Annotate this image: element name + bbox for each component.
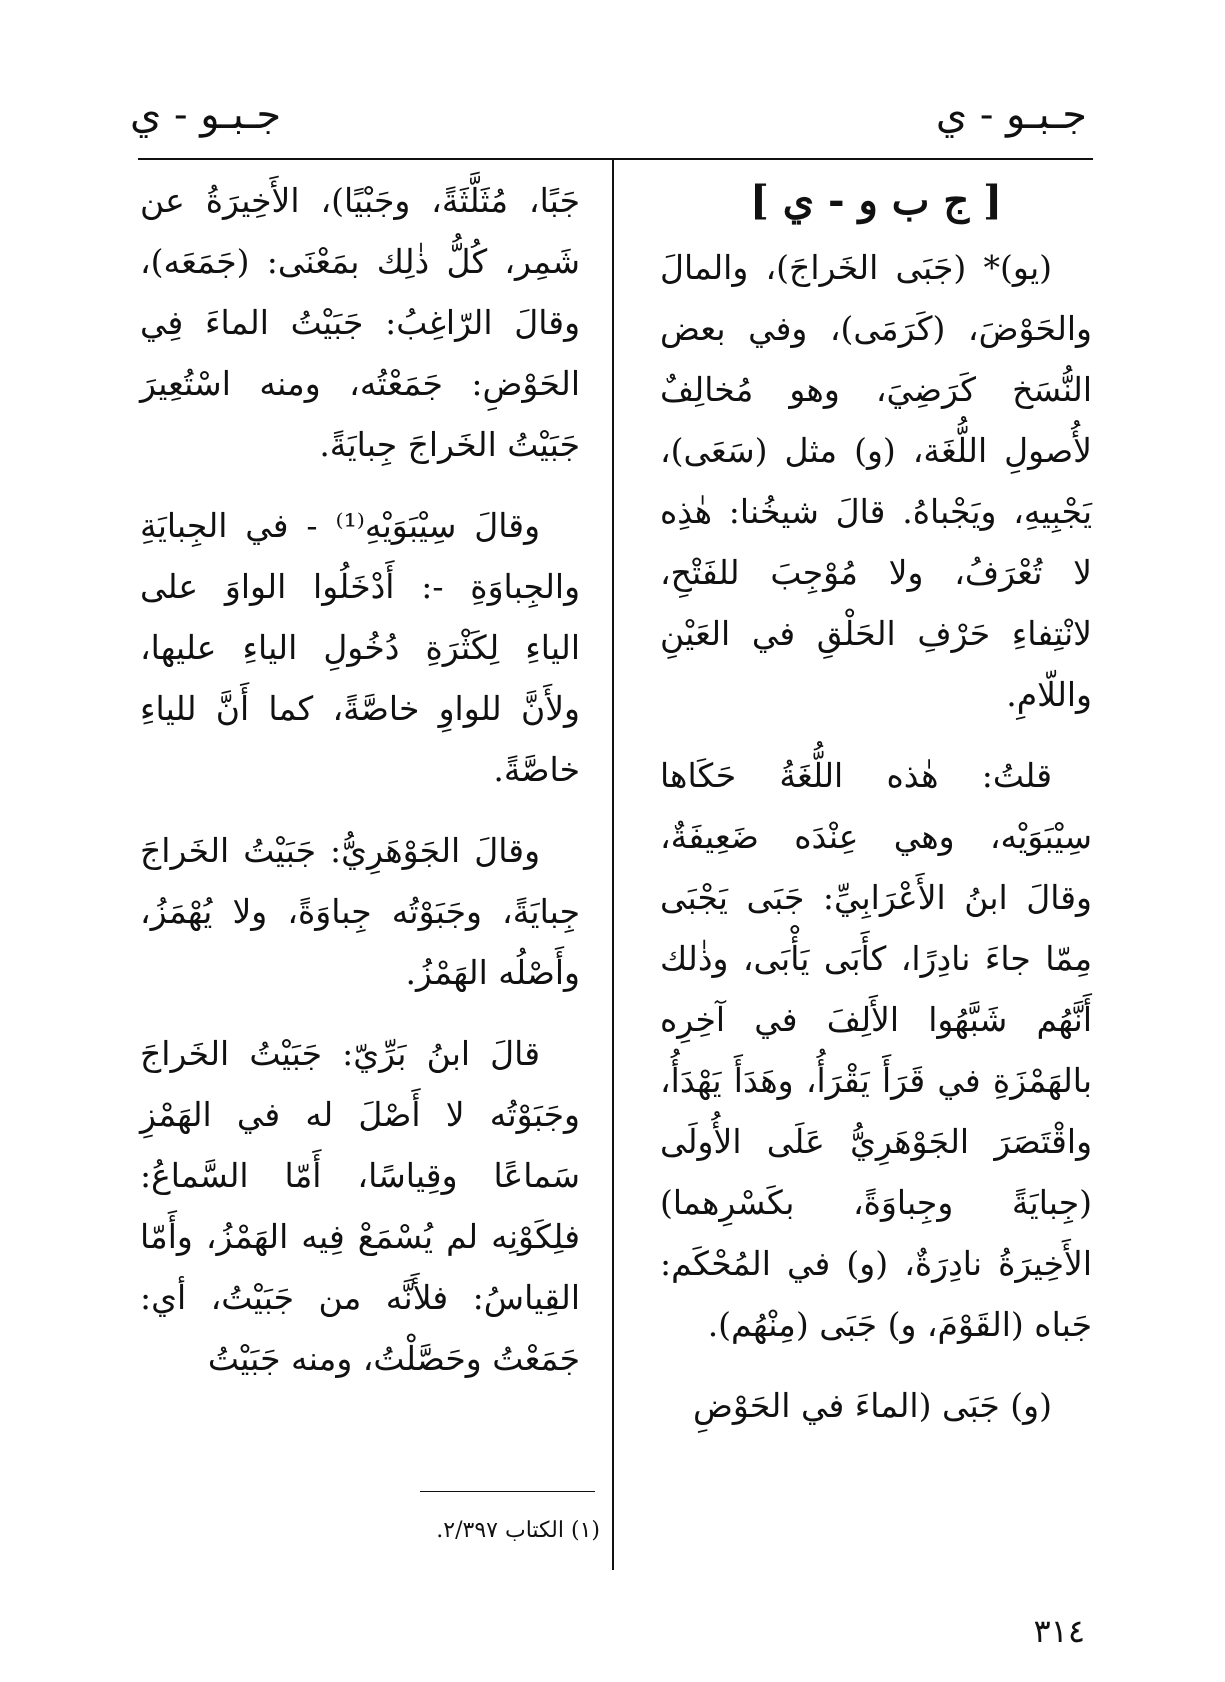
right-column — [660, 170, 1092, 1456]
footnote: (١) الكتاب ٢/٣٩٧. — [436, 1518, 600, 1543]
paragraph: جَبًا، مُثَلَّثَةً، وجَبْيًا)، الأَخِيرَةُ عن شَمِر، كُلُّ ذٰلِك بمَعْنَى: (جَمَعَه)، وقالَ الرّاغِبُ: جَبَيْتُ الماءَ فِي الحَوْضِ: جَمَعْتُه، ومنه اسْتُعِيرَ جَبَيْتُ الخَراجَ جِبايَةً. — [140, 181, 580, 464]
running-title-right: جـبـو - ي — [935, 92, 1087, 138]
page-number: ٣١٤ — [1033, 1612, 1085, 1650]
paragraph: قلتُ: هٰذه اللُّغَةُ حَكَاها سِيْبَوَيْه، وهي عِنْدَه ضَعِيفَةٌ، وقالَ ابنُ الأَعْرَابِيِّ: جَبَى يَجْبَى مِمّا جاءَ نادِرًا، كأَبَى يَأْبَى، وذٰلك أَنَّهُم شَبَّهُوا الأَلِفَ في آخِرِه بالهَمْزَةِ في قَرَأَ يَقْرَأُ، وهَدَأَ يَهْدَأُ، واقْتَصَرَ الجَوْهَرِيُّ عَلَى الأُولَى (جِبايَةً وجِباوَةً، بكَسْرِهما) الأَخِيرَةُ نادِرَةٌ، (و) في المُحْكَم: جَباه (القَوْمَ، و) جَبَى (مِنْهُم). — [660, 756, 1092, 1344]
running-title-left: جـبـو - ي — [130, 92, 282, 138]
entry-heading: [ ج ب و - ي ] — [749, 177, 1003, 224]
paragraph: قالَ ابنُ بَرِّيّ: جَبَيْتُ الخَراجَ وجَبَوْتُه لا أَصْلَ له في الهَمْزِ سَماعًا وقِياسًا، أَمّا السَّماعُ: فلِكَوْنِه لم يُسْمَعْ فِيه الهَمْزُ، وأَمّا القِياسُ: فلأَنَّه من جَبَيْتُ، أي: جَمَعْتُ وحَصَّلْتُ، ومنه جَبَيْتُ — [140, 1034, 580, 1378]
column-divider — [612, 160, 614, 1570]
left-column — [140, 170, 580, 1409]
paragraph: (و) جَبَى (الماءَ في الحَوْضِ — [692, 1386, 1052, 1425]
paragraph: وقالَ الجَوْهَرِيُّ: جَبَيْتُ الخَراجَ جِبايَةً، وجَبَوْتُه جِباوَةً، ولا يُهْمَزُ، وأَصْلُه الهَمْزُ. — [140, 831, 580, 992]
header-rule — [138, 158, 1093, 160]
paragraph: (يو)* (جَبَى الخَراجَ)، والمالَ والحَوْضَ، (كَرَمَى)، وفي بعض النُّسَخ كَرَضِيَ، وهو مُخالِفٌ لأُصولِ اللُّغَة، (و) مثل (سَعَى)، يَجْبِيهِ، ويَجْباهُ. قالَ شيخُنا: هٰذِه لا تُعْرَفُ، ولا مُوْجِبَ للفَتْحِ، لانْتِفاءِ حَرْفِ الحَلْقِ في العَيْنِ واللّامِ. — [660, 248, 1092, 714]
footnote-rule — [420, 1491, 595, 1492]
paragraph: وقالَ سِيْبَوَيْهِ⁽¹⁾ - في الجِبايَةِ والجِباوَةِ -: أَدْخَلُوا الواوَ على الياءِ لِكَثْرَةِ دُخُولِ الياءِ عليها، ولأَنَّ للواوِ خاصَّةً، كما أَنَّ للياءِ خاصَّةً. — [140, 506, 580, 789]
